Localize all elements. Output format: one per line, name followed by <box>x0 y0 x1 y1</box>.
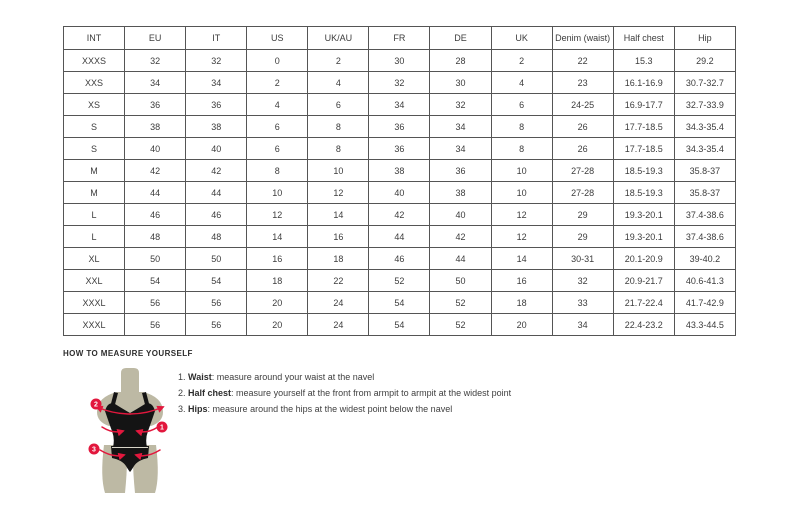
table-cell: 38 <box>369 160 430 182</box>
table-cell: 48 <box>125 226 186 248</box>
table-cell: 17.7-18.5 <box>613 138 674 160</box>
table-cell: 15.3 <box>613 50 674 72</box>
table-cell: 6 <box>491 94 552 116</box>
mannequin-illustration <box>75 367 185 502</box>
table-row <box>64 116 736 138</box>
table-cell: 54 <box>369 314 430 336</box>
table-cell: 34 <box>430 138 491 160</box>
column-header-de: DE <box>430 27 491 50</box>
table-cell: 34 <box>430 116 491 138</box>
table-cell: 40.6-41.3 <box>674 270 735 292</box>
column-header-uk: UK <box>491 27 552 50</box>
table-cell: 18 <box>491 292 552 314</box>
table-cell: XXXL <box>64 292 125 314</box>
table-cell: 20 <box>247 314 308 336</box>
table-cell: 36 <box>369 116 430 138</box>
table-cell: 18.5-19.3 <box>613 182 674 204</box>
table-cell: 22 <box>308 270 369 292</box>
table-cell: 54 <box>186 270 247 292</box>
table-cell: M <box>64 182 125 204</box>
measure-section-title: HOW TO MEASURE YOURSELF <box>63 349 193 358</box>
table-cell: 40 <box>186 138 247 160</box>
table-cell: 8 <box>308 116 369 138</box>
badge-hips-number: 3 <box>92 446 96 454</box>
column-header-half-chest: Half chest <box>613 27 674 50</box>
table-cell: 40 <box>369 182 430 204</box>
table-cell: 36 <box>186 94 247 116</box>
table-cell: 50 <box>430 270 491 292</box>
column-header-uk-au: UK/AU <box>308 27 369 50</box>
table-cell: 42 <box>186 160 247 182</box>
table-cell: 35.8-37 <box>674 160 735 182</box>
step-label: Waist <box>188 372 212 382</box>
table-cell: 24-25 <box>552 94 613 116</box>
table-cell: 44 <box>125 182 186 204</box>
table-cell: 56 <box>125 314 186 336</box>
table-cell: 34.3-35.4 <box>674 138 735 160</box>
table-cell: 18 <box>308 248 369 270</box>
table-cell: 50 <box>186 248 247 270</box>
table-cell: 52 <box>369 270 430 292</box>
table-cell: 36 <box>369 138 430 160</box>
table-cell: 38 <box>125 116 186 138</box>
table-cell: 8 <box>491 138 552 160</box>
table-cell: 46 <box>125 204 186 226</box>
table-cell: 32 <box>552 270 613 292</box>
table-row <box>64 94 736 116</box>
table-cell: 19.3-20.1 <box>613 204 674 226</box>
table-cell: 4 <box>308 72 369 94</box>
table-cell: 56 <box>125 292 186 314</box>
table-row <box>64 138 736 160</box>
table-cell: L <box>64 226 125 248</box>
table-cell: 52 <box>430 314 491 336</box>
table-cell: 22.4-23.2 <box>613 314 674 336</box>
table-cell: 8 <box>491 116 552 138</box>
table-cell: 32 <box>125 50 186 72</box>
step-text: : measure around your waist at the navel <box>211 372 375 382</box>
table-cell: 29 <box>552 226 613 248</box>
table-cell: XXXS <box>64 50 125 72</box>
table-row <box>64 226 736 248</box>
table-row <box>64 160 736 182</box>
table-cell: 6 <box>247 138 308 160</box>
table-cell: 36 <box>430 160 491 182</box>
table-cell: 37.4-38.6 <box>674 204 735 226</box>
table-row <box>64 314 736 336</box>
table-cell: 32 <box>369 72 430 94</box>
table-cell: 32.7-33.9 <box>674 94 735 116</box>
table-row <box>64 50 736 72</box>
table-cell: 6 <box>247 116 308 138</box>
step-label: Half chest <box>188 388 232 398</box>
table-cell: 30-31 <box>552 248 613 270</box>
table-row <box>64 270 736 292</box>
table-cell: XL <box>64 248 125 270</box>
table-cell: 16.9-17.7 <box>613 94 674 116</box>
column-header-denim-waist-: Denim (waist) <box>552 27 613 50</box>
size-conversion-table <box>63 26 736 336</box>
step-number: 1. <box>178 372 186 382</box>
table-cell: 23 <box>552 72 613 94</box>
column-header-fr: FR <box>369 27 430 50</box>
table-cell: 12 <box>491 204 552 226</box>
table-cell: 26 <box>552 138 613 160</box>
table-cell: 10 <box>247 182 308 204</box>
column-header-eu: EU <box>125 27 186 50</box>
table-cell: 20.1-20.9 <box>613 248 674 270</box>
column-header-it: IT <box>186 27 247 50</box>
table-cell: 36 <box>125 94 186 116</box>
table-cell: 34 <box>186 72 247 94</box>
table-cell: 12 <box>491 226 552 248</box>
step-number: 3. <box>178 404 186 414</box>
measure-step-waist <box>178 371 511 387</box>
table-cell: 43.3-44.5 <box>674 314 735 336</box>
table-cell: 54 <box>125 270 186 292</box>
step-text: : measure around the hips at the widest point below the navel <box>207 404 453 414</box>
table-cell: 39-40.2 <box>674 248 735 270</box>
table-cell: 2 <box>308 50 369 72</box>
badge-chest-number: 2 <box>94 401 98 409</box>
badge-waist-number: 1 <box>160 424 164 432</box>
table-cell: 24 <box>308 292 369 314</box>
table-cell: 28 <box>430 50 491 72</box>
table-cell: 29.2 <box>674 50 735 72</box>
table-cell: 18.5-19.3 <box>613 160 674 182</box>
table-row <box>64 182 736 204</box>
measure-step-half-chest <box>178 387 511 403</box>
size-table-header-row <box>64 27 736 50</box>
size-table-body <box>64 50 736 336</box>
table-cell: 27-28 <box>552 182 613 204</box>
table-row <box>64 204 736 226</box>
column-header-us: US <box>247 27 308 50</box>
table-cell: 16.1-16.9 <box>613 72 674 94</box>
table-cell: 56 <box>186 292 247 314</box>
table-cell: 32 <box>430 94 491 116</box>
table-cell: 18 <box>247 270 308 292</box>
step-label: Hips <box>188 404 208 414</box>
table-cell: 48 <box>186 226 247 248</box>
table-cell: 10 <box>491 160 552 182</box>
table-cell: 38 <box>430 182 491 204</box>
table-cell: 34.3-35.4 <box>674 116 735 138</box>
table-cell: 12 <box>247 204 308 226</box>
table-cell: 20 <box>491 314 552 336</box>
step-number: 2. <box>178 388 186 398</box>
table-cell: 46 <box>369 248 430 270</box>
table-cell: 0 <box>247 50 308 72</box>
table-cell: 40 <box>430 204 491 226</box>
table-cell: 32 <box>186 50 247 72</box>
table-cell: 10 <box>491 182 552 204</box>
table-cell: 8 <box>247 160 308 182</box>
measure-step-hips <box>178 403 511 419</box>
table-cell: S <box>64 138 125 160</box>
measure-steps <box>178 371 511 419</box>
measurement-figure <box>75 367 185 502</box>
table-cell: 56 <box>186 314 247 336</box>
step-text: : measure yourself at the front from armpit to armpit at the widest point <box>231 388 512 398</box>
table-cell: M <box>64 160 125 182</box>
table-cell: 34 <box>125 72 186 94</box>
table-cell: 46 <box>186 204 247 226</box>
table-cell: 14 <box>308 204 369 226</box>
table-cell: 27-28 <box>552 160 613 182</box>
table-cell: 24 <box>308 314 369 336</box>
table-cell: 2 <box>491 50 552 72</box>
table-cell: 44 <box>186 182 247 204</box>
table-cell: 16 <box>308 226 369 248</box>
table-cell: 44 <box>430 248 491 270</box>
table-cell: 14 <box>247 226 308 248</box>
table-cell: 6 <box>308 94 369 116</box>
table-cell: XS <box>64 94 125 116</box>
table-cell: S <box>64 116 125 138</box>
table-cell: 21.7-22.4 <box>613 292 674 314</box>
table-cell: 12 <box>308 182 369 204</box>
table-cell: 29 <box>552 204 613 226</box>
table-cell: 30 <box>430 72 491 94</box>
table-cell: 41.7-42.9 <box>674 292 735 314</box>
table-cell: 34 <box>552 314 613 336</box>
table-cell: 34 <box>369 94 430 116</box>
table-cell: 35.8-37 <box>674 182 735 204</box>
table-row <box>64 248 736 270</box>
table-cell: 10 <box>308 160 369 182</box>
table-cell: 33 <box>552 292 613 314</box>
table-cell: 52 <box>430 292 491 314</box>
table-row <box>64 72 736 94</box>
table-cell: 16 <box>491 270 552 292</box>
table-cell: XXS <box>64 72 125 94</box>
table-cell: 19.3-20.1 <box>613 226 674 248</box>
column-header-int: INT <box>64 27 125 50</box>
table-cell: 4 <box>247 94 308 116</box>
table-cell: 8 <box>308 138 369 160</box>
table-cell: 37.4-38.6 <box>674 226 735 248</box>
table-cell: L <box>64 204 125 226</box>
table-cell: XXL <box>64 270 125 292</box>
table-cell: 4 <box>491 72 552 94</box>
mannequin-neck <box>121 368 139 392</box>
table-cell: 44 <box>369 226 430 248</box>
table-cell: 42 <box>125 160 186 182</box>
table-cell: 42 <box>430 226 491 248</box>
table-cell: 30 <box>369 50 430 72</box>
table-cell: 16 <box>247 248 308 270</box>
table-cell: 22 <box>552 50 613 72</box>
table-cell: XXXL <box>64 314 125 336</box>
table-cell: 14 <box>491 248 552 270</box>
table-cell: 20 <box>247 292 308 314</box>
table-cell: 38 <box>186 116 247 138</box>
table-cell: 17.7-18.5 <box>613 116 674 138</box>
table-cell: 26 <box>552 116 613 138</box>
table-cell: 30.7-32.7 <box>674 72 735 94</box>
table-cell: 50 <box>125 248 186 270</box>
table-cell: 42 <box>369 204 430 226</box>
table-cell: 20.9-21.7 <box>613 270 674 292</box>
table-cell: 2 <box>247 72 308 94</box>
table-cell: 54 <box>369 292 430 314</box>
column-header-hip: Hip <box>674 27 735 50</box>
table-cell: 40 <box>125 138 186 160</box>
table-row <box>64 292 736 314</box>
